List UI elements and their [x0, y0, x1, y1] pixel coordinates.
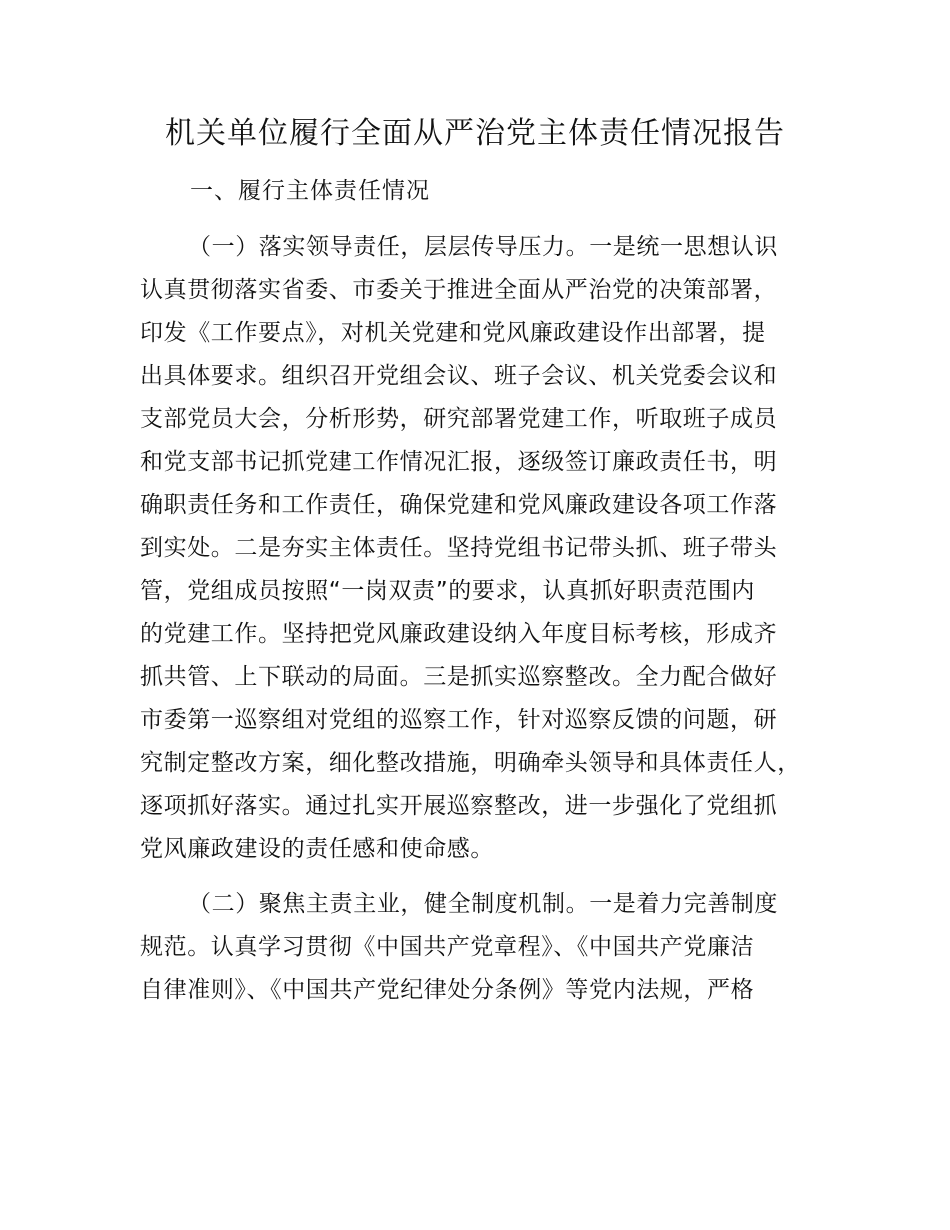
- paragraph-line: 支部党员大会，分析形势，研究部署党建工作，听取班子成员: [140, 406, 778, 432]
- paragraph-line: 党风廉政建设的责任感和使命感。: [140, 836, 494, 862]
- paragraph-line: 管，党组成员按照“一岗双责”的要求，认真抓好职责范围内: [140, 578, 756, 604]
- paragraph-2: [140, 883, 840, 1012]
- paragraph-line: 规范。认真学习贯彻《中国共产党章程》、《中国共产党廉洁: [140, 934, 755, 960]
- paragraph-line: （一）落实领导责任，层层传导压力。一是统一思想认识: [188, 234, 778, 260]
- paragraph-line: 到实处。二是夯实主体责任。坚持党组书记带头抓、班子带头: [140, 535, 778, 561]
- document-title: 机关单位履行全面从严治党主体责任情况报告: [165, 116, 785, 151]
- paragraph-line: 认真贯彻落实省委、市委关于推进全面从严治党的决策部署，: [140, 277, 778, 303]
- paragraph-line: 的党建工作。坚持把党风廉政建设纳入年度目标考核，形成齐: [140, 621, 778, 647]
- section-heading: 一、履行主体责任情况: [190, 178, 430, 204]
- paragraph-line: 自律准则》、《中国共产党纪律处分条例》等党内法规，严格: [140, 977, 755, 1003]
- paragraph-line: 抓共管、上下联动的局面。三是抓实巡察整改。全力配合做好: [140, 664, 778, 690]
- paragraph-line: 出具体要求。组织召开党组会议、班子会议、机关党委会议和: [140, 363, 778, 389]
- paragraph-line: （二）聚焦主责主业，健全制度机制。一是着力完善制度: [188, 891, 778, 917]
- paragraph-line: 印发《工作要点》，对机关党建和党风廉政建设作出部署，提: [140, 320, 766, 346]
- paragraph-line: 确职责任务和工作责任，确保党建和党风廉政建设各项工作落: [140, 492, 778, 518]
- paragraph-line: 市委第一巡察组对党组的巡察工作，针对巡察反馈的问题，研: [140, 707, 778, 733]
- paragraph-line: 逐项抓好落实。通过扎实开展巡察整改，进一步强化了党组抓: [140, 793, 778, 819]
- paragraph-line: 和党支部书记抓党建工作情况汇报，逐级签订廉政责任书，明: [140, 449, 778, 475]
- paragraph-1: [140, 226, 840, 871]
- paragraph-line: 究制定整改方案，细化整改措施，明确牵头领导和具体责任人，: [140, 750, 801, 776]
